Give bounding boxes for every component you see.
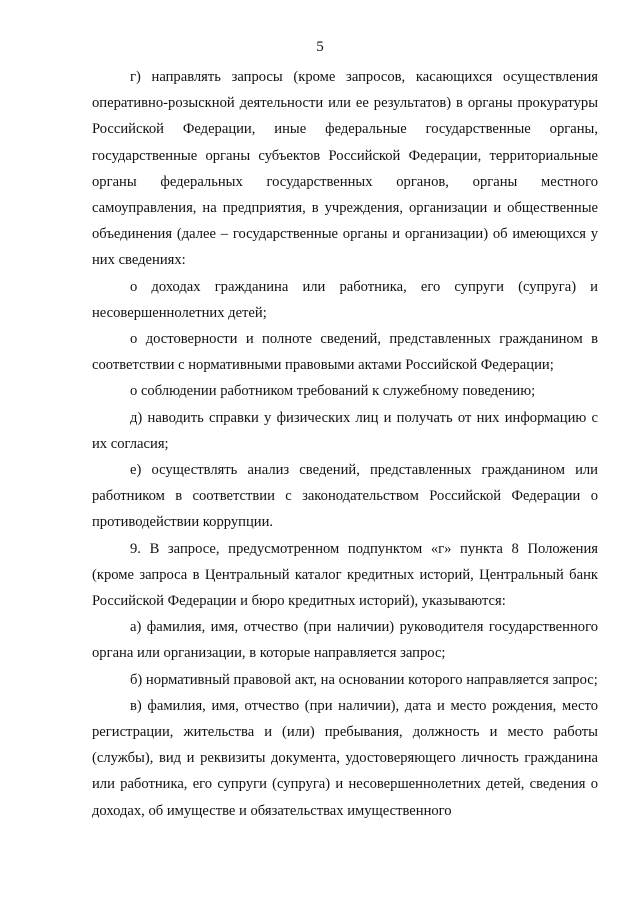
- paragraph-g: г) направлять запросы (кроме запросов, касающихся осуществления оперативно-розыскной деятельности или ее результатов) в органы прокуратуры Российской Федерации, иные федеральные государственные органы, государственные органы субъектов Российской Федерации, территориальные органы федеральных государственных органов, органы местного самоуправления, на предприятия, в учреждения, организации и общественные объединения (далее – государственные органы и организации) об имеющихся у них сведениях:: [92, 69, 598, 269]
- paragraph-9: 9. В запросе, предусмотренном подпунктом «г» пункта 8 Положения (кроме запроса в Центральный каталог кредитных историй, Центральный банк Российской Федерации и бюро кредитных историй), указываются:: [92, 540, 598, 610]
- paragraph-reliability: о достоверности и полноте сведений, представленных гражданином в соответствии с нормативными правовыми актами Российской Федерации;: [92, 331, 598, 374]
- paragraph-conduct: о соблюдении работником требований к служебному поведению;: [130, 383, 536, 400]
- paragraph-b: б) нормативный правовой акт, на основании которого направляется запрос;: [130, 671, 598, 688]
- paragraph-v: в) фамилия, имя, отчество (при наличии), дата и место рождения, место регистрации, жительства и (или) пребывания, должность и место работы (службы), вид и реквизиты документа, удостоверяющего личность гражданина или работника, его супруги (супруга) и несовершеннолетних детей, сведения о доходах, об имуществе и обязательствах имущественного: [92, 697, 598, 819]
- paragraph-a: а) фамилия, имя, отчество (при наличии) руководителя государственного органа или организации, в которые направляется запрос;: [92, 619, 598, 662]
- paragraph-d: д) наводить справки у физических лиц и получать от них информацию с их согласия;: [92, 409, 598, 452]
- page-number: 5: [316, 39, 324, 55]
- paragraph-income-info: о доходах гражданина или работника, его супруги (супруга) и несовершеннолетних детей;: [92, 278, 598, 321]
- paragraph-e: е) осуществлять анализ сведений, представленных гражданином или работником в соответствии с законодательством Российской Федерации о противодействии коррупции.: [92, 462, 598, 531]
- document-body: [92, 64, 598, 824]
